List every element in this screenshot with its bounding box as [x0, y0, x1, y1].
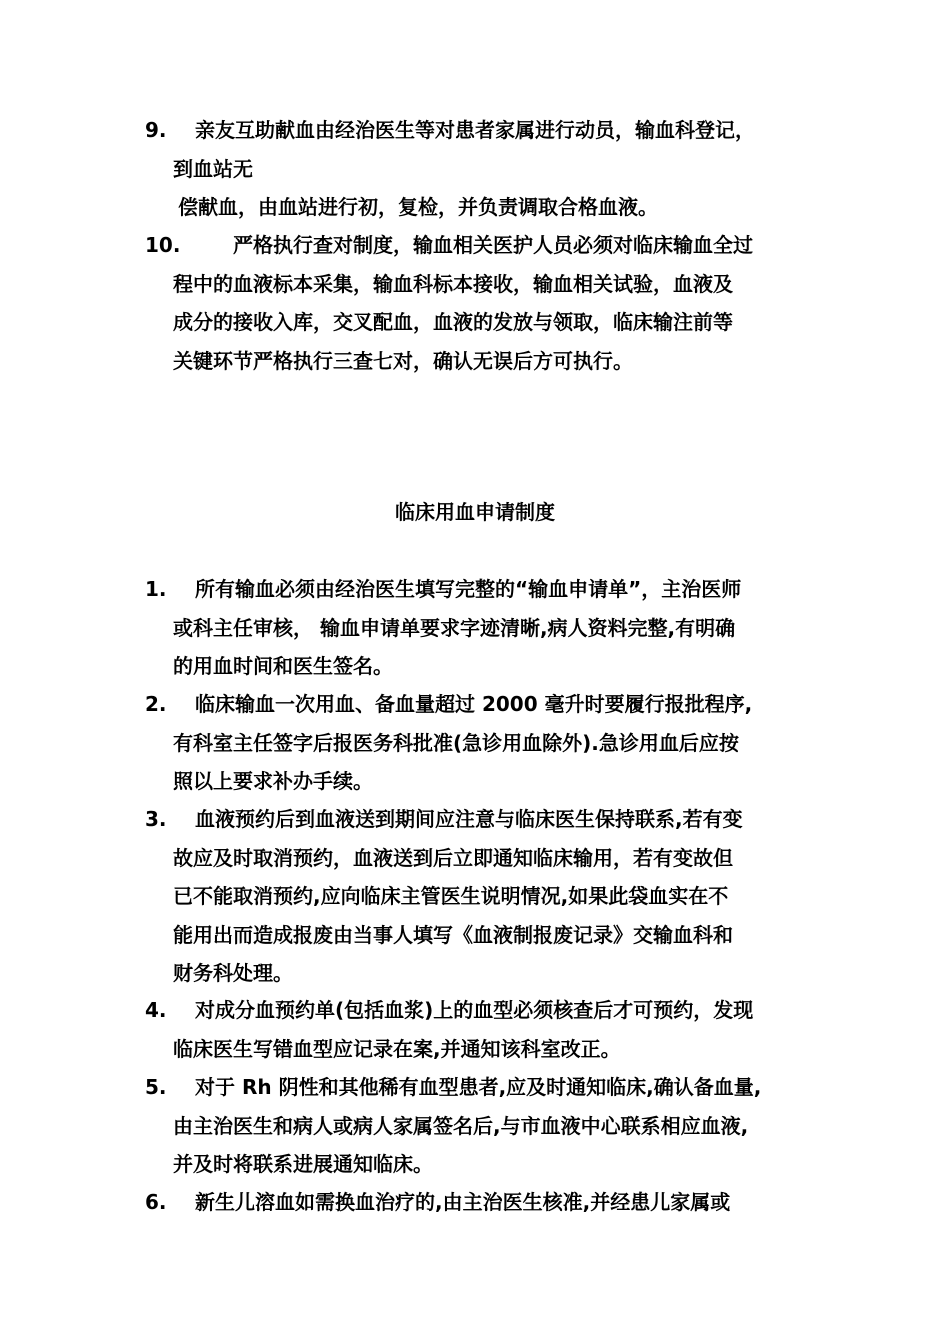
list-item-9: [145, 111, 825, 227]
list-item-text-line: 所有输血必须由经治医生填写完整的“输血申请单”，主治医师: [195, 577, 742, 601]
list-item-number: 2.: [145, 692, 167, 716]
list-item-number: 9.: [145, 118, 167, 142]
list-item-4: [145, 991, 825, 1068]
list-item-text-line: 临床输血一次用血、备血量超过 2000 毫升时要履行报批程序,: [195, 692, 753, 716]
list-item-text-line: 临床医生写错血型应记录在案,并通知该科室改正。: [173, 1036, 621, 1061]
list-item-text-line: 血液预约后到血液送到期间应注意与临床医生保持联系,若有变: [195, 807, 743, 831]
list-item-text-line: 对于 Rh 阴性和其他稀有血型患者,应及时通知临床,确认备血量,: [195, 1075, 762, 1099]
list-item-text-line: 对成分血预约单(包括血浆)上的血型必须核查后才可预约，发现: [195, 998, 754, 1022]
list-item-number: 10.: [145, 233, 181, 257]
list-item-6: [145, 1183, 825, 1222]
list-item-text-line: 财务科处理。: [173, 961, 293, 985]
list-item-text-line: 照以上要求补办手续。: [173, 769, 373, 793]
list-item-text-line: 已不能取消预约,应向临床主管医生说明情况,如果此袋血实在不: [173, 884, 729, 908]
list-item-text-line: 有科室主任签字后报医务科批准(急诊用血除外).急诊用血后应按: [173, 730, 739, 755]
list-item-text-line: 亲友互助献血由经治医生等对患者家属进行动员，输血科登记，: [195, 118, 755, 142]
list-item-text-line: 严格执行查对制度，输血相关医护人员必须对临床输血全过: [233, 233, 753, 257]
list-item-text-line: 关键环节严格执行三查七对，确认无误后方可执行。: [173, 348, 633, 373]
list-item-text-line: 的用血时间和医生签名。: [173, 654, 393, 678]
list-item-text-line: 或科主任审核， 输血申请单要求字迹清晰,病人资料完整,有明确: [173, 615, 736, 640]
section-title: 临床用血申请制度: [395, 500, 555, 524]
list-item-text-line: 能用出而造成报废由当事人填写《血液制报废记录》交输血科和: [173, 922, 733, 947]
list-item-text-line: 故应及时取消预约，血液送到后立即通知临床输用，若有变故但: [173, 845, 733, 870]
list-item-1: [145, 570, 825, 686]
list-item-text-line: 程中的血液标本采集，输血科标本接收，输血相关试验，血液及: [173, 271, 733, 296]
list-item-2: [145, 685, 825, 801]
list-item-5: [145, 1068, 825, 1184]
list-item-number: 1.: [145, 577, 167, 601]
list-item-text-line: 由主治医生和病人或病人家属签名后,与市血液中心联系相应血液,: [173, 1113, 749, 1138]
list-item-text-line: 偿献血，由血站进行初，复检，并负责调取合格血液。: [178, 195, 658, 219]
list-item-number: 6.: [145, 1190, 167, 1214]
list-item-text-line: 新生儿溶血如需换血治疗的,由主治医生核准,并经患儿家属或: [195, 1190, 731, 1214]
list-item-text-line: 成分的接收入库，交叉配血，血液的发放与领取，临床输注前等: [173, 310, 733, 334]
list-item-10: [145, 226, 825, 380]
list-item-number: 5.: [145, 1075, 167, 1099]
list-item-text-line: 到血站无: [173, 156, 253, 181]
list-item-text-line: 并及时将联系进展通知临床。: [173, 1152, 433, 1176]
list-item-number: 3.: [145, 807, 167, 831]
list-item-number: 4.: [145, 998, 167, 1022]
list-item-3: [145, 800, 825, 993]
